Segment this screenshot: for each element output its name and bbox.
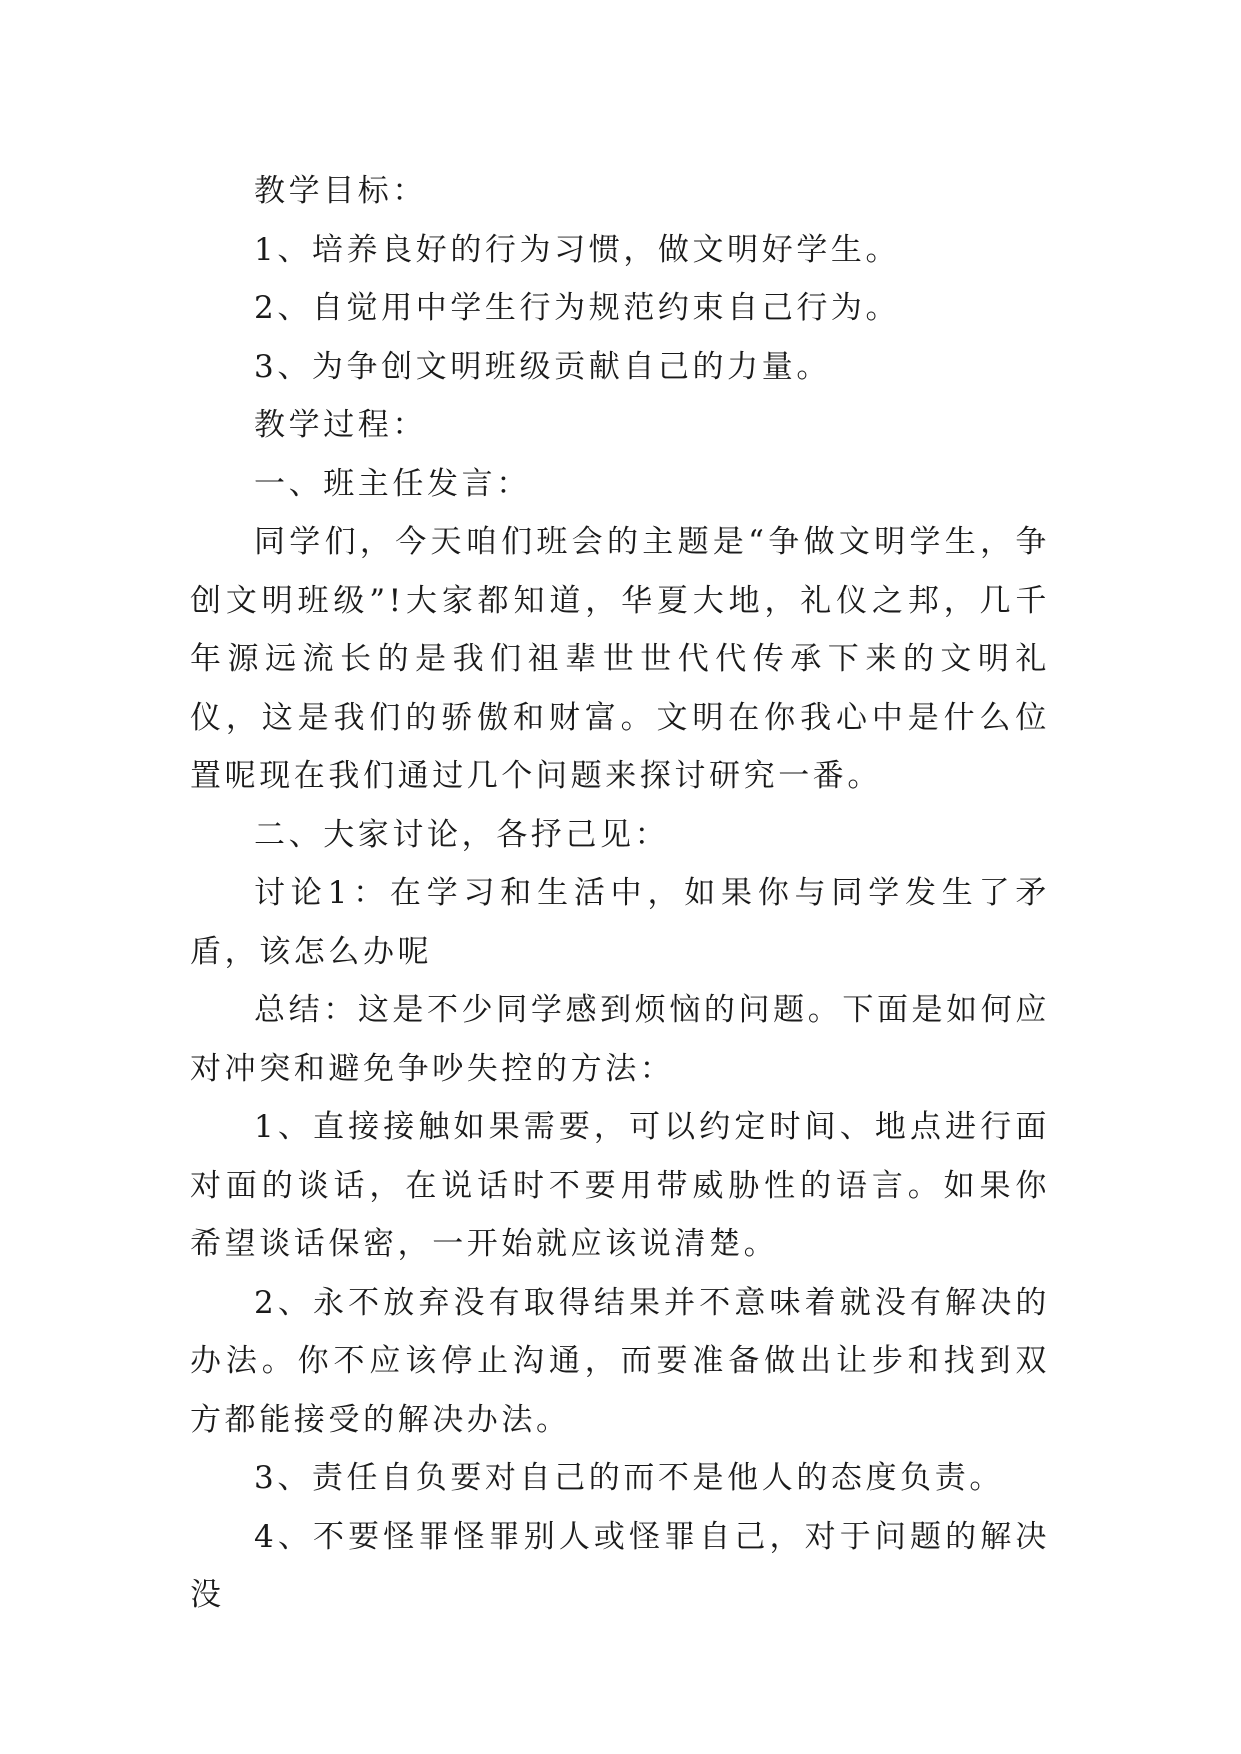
goal-item-2: 2、自觉用中学生行为规范约束自己行为。: [254, 290, 901, 326]
heading-teaching-goals: 教学目标：: [254, 173, 427, 209]
method-item-4: 4、不要怪罪怪罪别人或怪罪自己，对于问题的解决没: [190, 1518, 1050, 1613]
discussion-question-1: 讨论1：在学习和生活中，如果你与同学发生了矛盾，该怎么办呢: [190, 875, 1050, 970]
method-item-1: 1、直接接触如果需要，可以约定时间、地点进行面对面的谈话，在说话时不要用带威胁性的语言。如果你希望谈话保密，一开始就应该说清楚。: [190, 1109, 1050, 1262]
section-discussion: 二、大家讨论，各抒己见：: [254, 816, 670, 853]
heading-teaching-process: 教学过程：: [254, 407, 427, 443]
method-item-2: 2、永不放弃没有取得结果并不意味着就没有解决的办法。你不应该停止沟通，而要准备做出让步和找到双方都能接受的解决办法。: [190, 1284, 1050, 1438]
method-item-3: 3、责任自负要对自己的而不是他人的态度负责。: [254, 1460, 1004, 1496]
summary-paragraph: 总结：这是不少同学感到烦恼的问题。下面是如何应对冲突和避免争吵失控的方法：: [190, 992, 1050, 1087]
section-teacher-speech: 一、班主任发言：: [254, 465, 531, 502]
teacher-speech-paragraph: 同学们，今天咱们班会的主题是“争做文明学生，争创文明班级”!大家都知道，华夏大地，礼仪之邦，几千年源远流长的是我们祖辈世世代代传承下来的文明礼仪，这是我们的骄傲和财富。文明在你我心中是什么位置呢现在我们通过几个问题来探讨研究一番。: [190, 524, 1050, 794]
goal-item-3: 3、为争创文明班级贡献自己的力量。: [254, 348, 831, 385]
document-body: [190, 162, 1050, 1625]
goal-item-1: 1、培养良好的行为习惯，做文明好学生。: [254, 231, 901, 268]
